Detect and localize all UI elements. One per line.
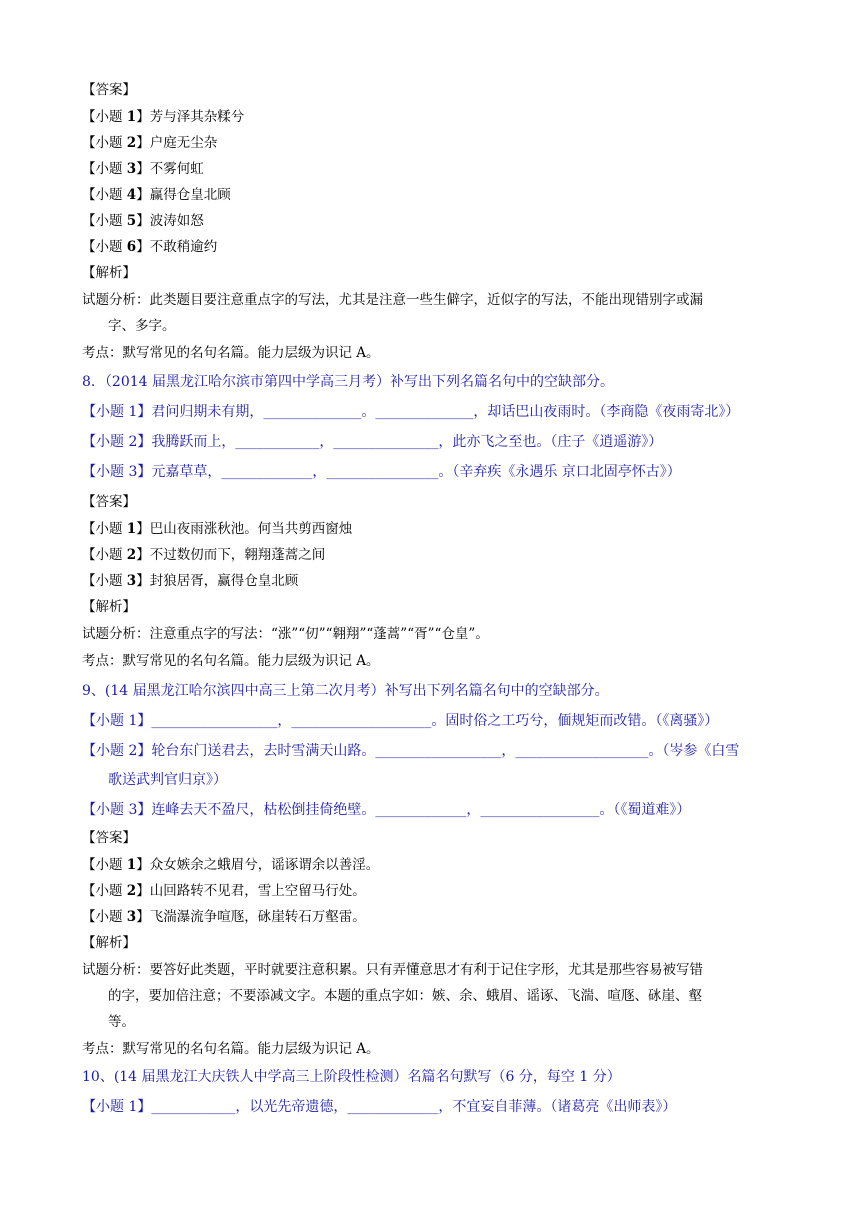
analysis-heading: 【解析】	[82, 265, 136, 281]
answer-heading: 【答案】	[82, 494, 136, 510]
answer-item: 【小题 1】众女嫉余之蛾眉兮，谣诼谓余以善淫。	[82, 857, 380, 873]
question-title: 10、(14 届黑龙江大庆铁人中学高三上阶段性检测）名篇名句默写（6 分，每空 1 分）	[82, 1069, 621, 1085]
answer-item: 【小题 1】巴山夜雨涨秋池。何当共剪西窗烛	[82, 521, 353, 537]
question-item: 【小题 3】元嘉草草，_____________，________________。（辛弃疾《永遇乐 京口北固亭怀古》）	[82, 464, 681, 480]
question-title: 9、(14 届黑龙江哈尔滨四中高三上第二次月考）补写出下列名篇名句中的空缺部分。	[82, 683, 609, 699]
analysis-text: 字、多字。	[108, 318, 176, 334]
answer-item: 【小题 6】不敢稍逾约	[82, 239, 218, 255]
answer-item: 【小题 2】户庭无尘杂	[82, 135, 218, 151]
question-item: 歌送武判官归京》）	[108, 772, 227, 788]
answer-heading: 【答案】	[82, 830, 136, 846]
kaodian-text: 考点：默写常见的名句名篇。能力层级为识记 A。	[82, 345, 380, 361]
analysis-text: 等。	[108, 1014, 135, 1030]
analysis-text: 的字，要加倍注意；不要添减文字。本题的重点字如：嫉、余、蛾眉、谣诼、飞湍、喧豗、砯崖、壑	[108, 988, 702, 1004]
question-item: 【小题 1】君问归期未有期，______________。______________，却话巴山夜雨时。（李商隐《夜雨寄北》）	[82, 404, 740, 420]
question-title: 8．（2014 届黑龙江哈尔滨市第四中学高三月考）补写出下列名篇名句中的空缺部分。	[82, 374, 614, 390]
question-item: 【小题 2】轮台东门送君去，去时雪满天山路。__________________，___________________。（岑参《白雪	[82, 743, 740, 759]
answer-item: 【小题 3】不雾何虹	[82, 161, 204, 177]
question-item: 【小题 1】__________________，____________________。固时俗之工巧兮，偭规矩而改错。（《离骚》）	[82, 713, 719, 729]
kaodian-text: 考点：默写常见的名句名篇。能力层级为识记 A。	[82, 1041, 380, 1057]
analysis-heading: 【解析】	[82, 599, 136, 615]
answer-item: 【小题 3】飞湍瀑流争喧豗，砯崖转石万壑雷。	[82, 909, 366, 925]
answer-item: 【小题 1】芳与泽其杂糅兮	[82, 109, 245, 125]
answer-item: 【小题 2】不过数仞而下，翱翔蓬蒿之间	[82, 547, 326, 563]
question-item: 【小题 2】我腾跃而上，____________，_______________，此亦飞之至也。（庄子《逍遥游》）	[82, 434, 663, 450]
kaodian-text: 考点：默写常见的名句名篇。能力层级为识记 A。	[82, 653, 380, 669]
question-item: 【小题 1】____________，以光先帝遗德，_____________，不宜妄自菲薄。（诸葛亮《出师表》）	[82, 1099, 677, 1115]
answer-item: 【小题 4】赢得仓皇北顾	[82, 187, 231, 203]
analysis-text: 试题分析：注意重点字的写法：“涨”“仞”“翱翔”“蓬蒿”“胥”“仓皇”。	[82, 626, 489, 642]
analysis-text: 试题分析：此类题目要注意重点字的写法，尤其是注意一些生僻字，近似字的写法，不能出现错别字或漏	[82, 292, 703, 308]
question-item: 【小题 3】连峰去天不盈尺，枯松倒挂倚绝壁。_____________，_________________。（《蜀道难》）	[82, 802, 691, 818]
answer-item: 【小题 3】封狼居胥，赢得仓皇北顾	[82, 573, 299, 589]
answer-heading: 【答案】	[82, 82, 136, 98]
answer-item: 【小题 5】波涛如怒	[82, 213, 204, 229]
analysis-text: 试题分析：要答好此类题，平时就要注意积累。只有弄懂意思才有利于记住字形，尤其是那些容易被写错	[82, 962, 703, 978]
analysis-heading: 【解析】	[82, 935, 136, 951]
answer-item: 【小题 2】山回路转不见君，雪上空留马行处。	[82, 883, 366, 899]
